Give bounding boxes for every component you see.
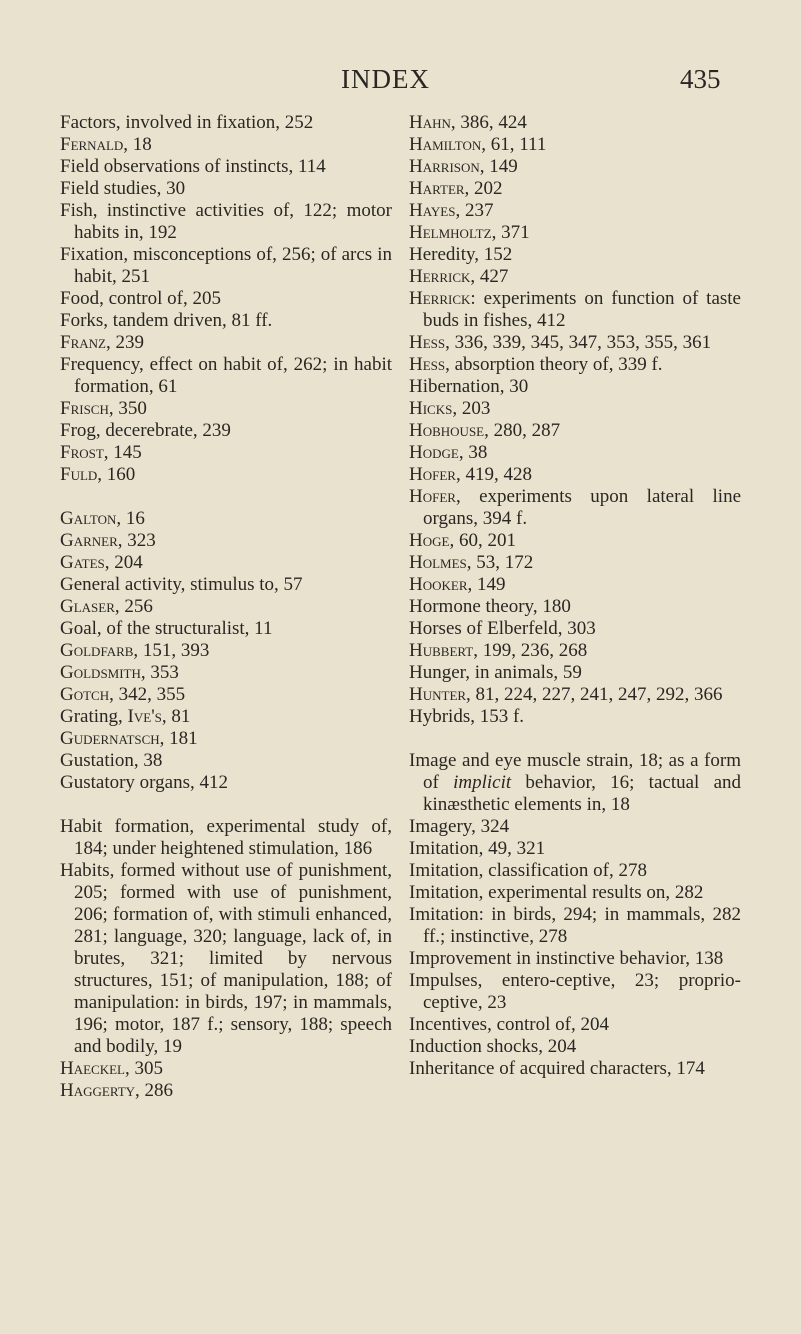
- index-entry: Gudernatsch, 181: [60, 728, 198, 749]
- index-entry: Hunter, 81, 224, 227, 241, 247, 292, 366: [409, 684, 723, 705]
- index-entry: Haeckel, 305: [60, 1058, 163, 1079]
- index-entry: Fernald, 18: [60, 134, 152, 155]
- index-entry: [409, 354, 741, 376]
- index-entry: Fish, instinctive activities of, 122; motor habits in, 192: [60, 200, 392, 243]
- index-entry: Field studies, 30: [60, 178, 186, 199]
- index-entry: [60, 706, 392, 728]
- index-entry: Hayes, 237: [409, 200, 494, 221]
- index-entry: Improvement in instinctive behavior, 138: [409, 948, 724, 969]
- index-entry: Helmholtz, 371: [409, 222, 530, 243]
- index-entry: Hamilton, 61, 111: [409, 134, 547, 155]
- index-entry: Hofer, 419, 428: [409, 464, 532, 485]
- index-entry: Hormone theory, 180: [409, 596, 571, 617]
- index-entry: Hodge, 38: [409, 442, 488, 463]
- index-entry: Haggerty, 286: [60, 1080, 174, 1101]
- index-entry: Food, control of, 205: [60, 288, 221, 309]
- index-entry: Holmes, 53, 172: [409, 552, 534, 573]
- index-entry: Franz, 239: [60, 332, 144, 353]
- index-entry: Hobhouse, 280, 287: [409, 420, 561, 441]
- entry-text: behavior, 16; tactual and kinæsthetic elements in, 18: [423, 772, 742, 815]
- index-entry: Hahn, 386, 424: [409, 112, 527, 133]
- entry-author: Ive's: [127, 706, 162, 727]
- index-entry: Incentives, control of, 204: [409, 1014, 609, 1035]
- right-column: [409, 112, 741, 1080]
- index-entry: Imitation, classification of, 278: [409, 860, 647, 881]
- index-entry: Goal, of the structuralist, 11: [60, 618, 273, 639]
- index-entry: Hooker, 149: [409, 574, 506, 595]
- page-header: [0, 64, 801, 104]
- entry-author: Hofer: [409, 486, 456, 507]
- entry-text: Image and eye muscle strain, 18; as a form of: [409, 750, 741, 793]
- index-entry: Harrison, 149: [409, 156, 518, 177]
- index-entry: General activity, stimulus to, 57: [60, 574, 303, 595]
- index-entry: Galton, 16: [60, 508, 145, 529]
- index-entry: Hubbert, 199, 236, 268: [409, 640, 588, 661]
- index-entry: Garner, 323: [60, 530, 156, 551]
- index-entry: [409, 486, 741, 530]
- index-entry: Imitation, experimental results on, 282: [409, 882, 704, 903]
- index-entry: Frisch, 350: [60, 398, 147, 419]
- index-entry: Gustatory organs, 412: [60, 772, 228, 793]
- entry-text: , 81: [161, 706, 191, 727]
- index-entry: Harter, 202: [409, 178, 503, 199]
- index-entry: Imagery, 324: [409, 816, 510, 837]
- entry-text: : experiments on function of taste buds in fishes, 412: [423, 288, 741, 331]
- index-entry: Horses of Elberfeld, 303: [409, 618, 596, 639]
- index-entry: Frost, 145: [60, 442, 142, 463]
- entry-emphasis: implicit: [453, 772, 512, 793]
- index-entry: Forks, tandem driven, 81 ff.: [60, 310, 273, 331]
- entry-text: Grating,: [60, 706, 128, 727]
- index-entry: Factors, involved in fixation, 252: [60, 112, 314, 133]
- index-entry: Frog, decerebrate, 239: [60, 420, 231, 441]
- index-entry: Hess, 336, 339, 345, 347, 353, 355, 361: [409, 332, 712, 353]
- index-entry: Imitation: in birds, 294; in mammals, 282 ff.; instinctive, 278: [409, 904, 741, 947]
- entry-author: Herrick: [409, 288, 471, 309]
- index-entry: Imitation, 49, 321: [409, 838, 546, 859]
- entry-text: , experiments upon lateral line organs, 394 f.: [423, 486, 741, 529]
- entry-text: , absorption theory of, 339 f.: [445, 354, 663, 375]
- index-entry: Inheritance of acquired characters, 174: [409, 1058, 705, 1079]
- index-entry: Fuld, 160: [60, 464, 136, 485]
- index-entry: Habit formation, experimental study of, 184; under heightened stimulation, 186: [60, 816, 392, 859]
- index-entry: Hibernation, 30: [409, 376, 529, 397]
- page-number: 435: [680, 64, 721, 94]
- index-entry: Heredity, 152: [409, 244, 513, 265]
- left-column: [60, 112, 392, 1102]
- entry-author: Hess: [409, 354, 446, 375]
- index-entry: Glaser, 256: [60, 596, 153, 617]
- index-entry: [409, 750, 741, 816]
- index-entry: Field observations of instincts, 114: [60, 156, 326, 177]
- index-entry: Fixation, misconceptions of, 256; of arcs in habit, 251: [60, 244, 392, 287]
- index-entry: Impulses, entero-ceptive, 23; proprio-ceptive, 23: [409, 970, 741, 1013]
- index-entry: Gotch, 342, 355: [60, 684, 186, 705]
- index-entry: Hybrids, 153 f.: [409, 706, 525, 727]
- index-entry: Hicks, 203: [409, 398, 491, 419]
- index-entry: Induction shocks, 204: [409, 1036, 577, 1057]
- index-entry: [409, 288, 741, 332]
- index-entry: Habits, formed without use of punishment, 205; formed with use of punishment, 206; formation of, with stimuli enhanced, 281; language, 320; language, lack of, in brutes, 321; limited by nervous structures, 151; of manipulation, 188; of manipulation: in birds, 197; in mammals, 196; motor, 187 f.; sensory, 188; speech and bodily, 19: [60, 860, 392, 1057]
- index-entry: Gustation, 38: [60, 750, 163, 771]
- index-entry: Goldfarb, 151, 393: [60, 640, 210, 661]
- index-entry: Hoge, 60, 201: [409, 530, 516, 551]
- index-entry: Gates, 204: [60, 552, 143, 573]
- page-title: INDEX: [341, 64, 430, 94]
- index-entry: Herrick, 427: [409, 266, 509, 287]
- index-entry: Frequency, effect on habit of, 262; in habit formation, 61: [60, 354, 392, 397]
- index-entry: Goldsmith, 353: [60, 662, 179, 683]
- index-entry: Hunger, in animals, 59: [409, 662, 582, 683]
